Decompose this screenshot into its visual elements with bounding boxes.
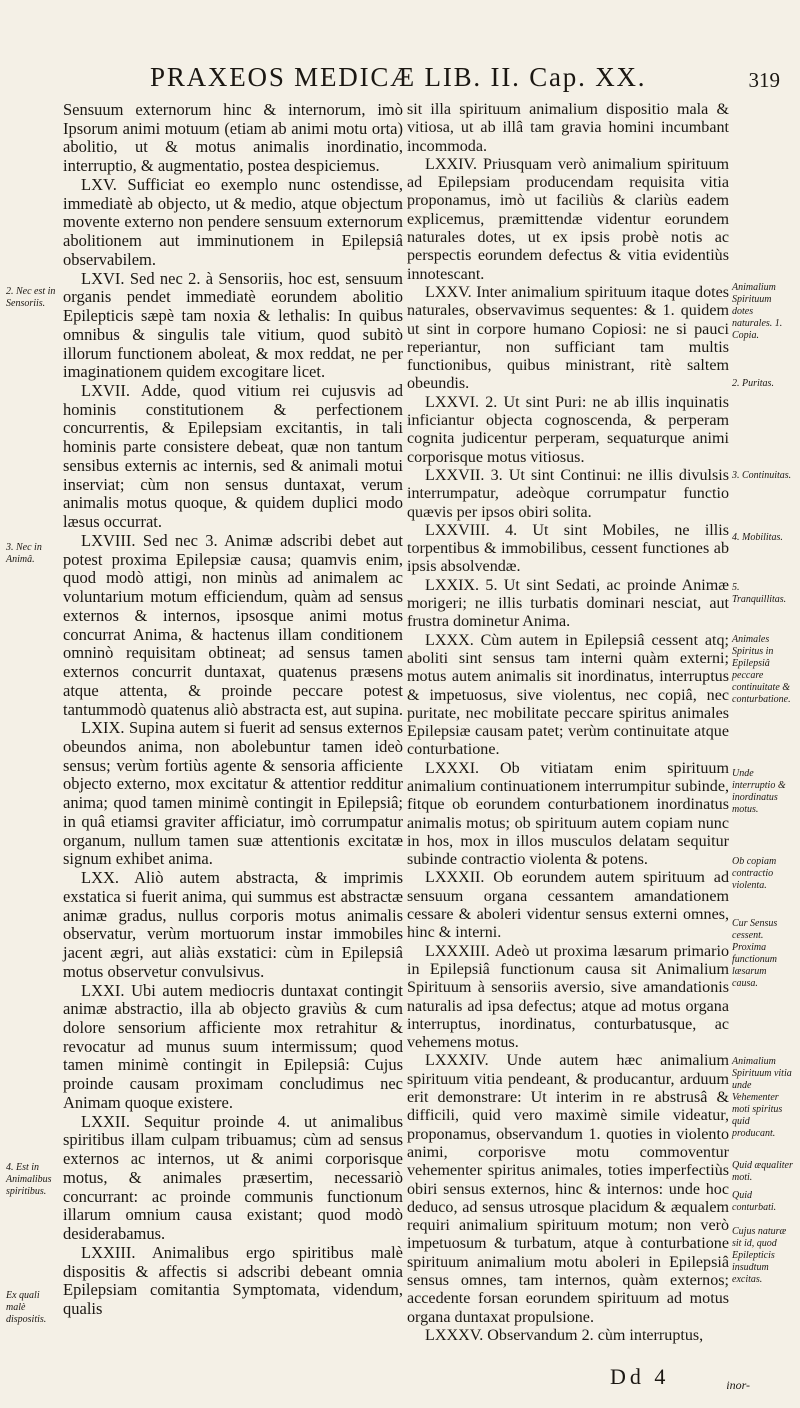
margin-note: Ex quali malè dispositis. [6, 1290, 47, 1325]
margin-note: 4. Est in Animalibus spiritibus. [6, 1162, 52, 1197]
margin-note: 2. Puritas. [732, 378, 774, 389]
right-column [407, 101, 729, 1345]
paragraph: sit illa spirituum animalium dispositio mala & vitiosa, ut ab illâ tam gravia homini incumbant incommoda. [407, 101, 729, 155]
catchword: inor- [726, 1378, 750, 1392]
paragraph: LXXIX. 5. Ut sint Sedati, ac proinde Animæ morigeri; ne illis turbatis dominari nesciat, aut frustra dominetur Anima. [407, 576, 729, 631]
paragraph: LXXX. Cùm autem in Epilepsiâ cessent atq; aboliti sint sensus tam interni quàm externi; motus autem animalis sit inordinatus, interruptus & impetuosus, sive violentus, nec copiâ, nec puritate, nec mobilitate peccare spiritus animales Epilepsiæ causam patet; verùm continuitate atque conturbatione. [407, 631, 729, 759]
margin-note: 5. Tranquillitas. [732, 582, 787, 605]
paragraph: LXVII. Adde, quod vitium rei cujusvis ad hominis constitutionem & perfectionem concurrentis, & Epilepsiam excitantis, in tali hominis parte consistere debeat, quæ non tantum sensibus externis ac internis, sed & animali motui inserviat; cùm non sensus duntaxat, verum animalis motus quoque, & quidem duplici modo læsus occurrat. [63, 381, 403, 532]
paragraph: LXXXV. Observandum 2. cùm interruptus, [425, 1326, 704, 1344]
page-footer [580, 1360, 780, 1400]
paragraph: LXVI. Sed nec 2. à Sensoriis, hoc est, sensuum organis pendet immediatè eorundem abolitio Epilepticis sæpè tam noxia & lethalis: In quibus omnibus & singulis tale vitium, quod subitò illorum functionem aboleat, & mox reddat, ne per imaginationem quidem excogitare licet. [63, 268, 403, 382]
paragraph: LXXIV. Priusquam verò animalium spirituum ad Epilepsiam producendam requisita vitia proponamus, imò ut faciliùs & clariùs eadem explicemus, præmittendæ videntur eorundem naturales dotes, ut ex ipsis probè notis ac perspectis eorundem defectus & vitia evidentiùs innotescant. [407, 155, 729, 283]
margin-note: 3. Continuitas. [732, 470, 792, 481]
paragraph: LXXV. Inter animalium spirituum itaque dotes naturales, observavimus sequentes: & 1. quidem ut sint in corpore humano Copiosi: ne si pauci reperiantur, non sufficiant tam multis functionibus, quibus ministrant, ritè saltem obeundis. [407, 283, 729, 393]
margin-note: Animalium Spirituum vitia unde Vehementer moti spiritus quid producant. [732, 1056, 792, 1139]
margin-note: Animales Spiritus in Epilepsiâ peccare continuitate & conturbatione. [732, 634, 791, 705]
paragraph: LXIX. Supina autem si fuerit ad sensus externos obeundos anima, non abolebuntur tamen ideò sensus; verùm fortiùs agente & sensoria afficiente objecto externo, mox excitatur & attentior redditur anima; quod tamen minimè contingit in Epilepsiâ; in quâ etiamsi graviter afficiatur, imò corrumpatur organum, nullum tamen suæ attentionis excitatæ signum exhibet anima. [63, 718, 403, 869]
left-column [63, 101, 403, 1319]
margin-note: 4. Mobilitas. [732, 532, 783, 543]
running-title: PRAXEOS MEDICÆ LIB. II. Cap. XX. [150, 62, 647, 92]
paragraph: LXXII. Sequitur proinde 4. ut animalibus spiritibus illam culpam tribuamus; cùm ad sensus externos ac internos, ut & animi corporisque motus, & animales præsertim, necessariò concurrant: ac proinde communis functionum illarum omnium causa existant; quod modò desiderabamus. [63, 1111, 403, 1244]
margin-note: Ob copiam contractio violenta. [732, 856, 777, 891]
paragraph: LXXXIV. Unde autem hæc animalium spirituum vitia pendeant, & producantur, arduum erit demonstrare: Ut interim in re abstrusâ & difficili, quid vero maximè simile videatur, proponamus, observandum 1. quoties in violento animi, corporisve motu commoventur vehementer spiritus animales, toties imperfectiùs obiri sensus externos, hinc & internos: unde hoc deduco, ad sensus utrosque placidum & æqualem requiri animalium spirituum motum; non verò impetuosum & turbatum, atque à conturbatione spirituum animalium motu aboleri in Epilepsiâ sensus omnes, tam internos, quàm externos; accedente forsan eorundem spirituum ad motus organa duntaxat propulsione. [407, 1052, 729, 1326]
paragraph: LXXI. Ubi autem mediocris duntaxat contingit animæ abstractio, illa ab objecto graviùs & cum dolore sensorium afficiente mox retrahitur & revocatur ad munus suum intermissum; quod tamen minimè contingit in Epilepsiâ: Cujus proinde causam proximam concludimus nec Animam quoque existere. [63, 980, 403, 1112]
paragraph: LXXXII. Ob eorundem autem spirituum ad sensuum organa cessantem amandationem cessare & aboleri videntur sensus externi omnes, hinc & interni. [407, 869, 729, 942]
paragraph: LXXVI. 2. Ut sint Puri: ne ab illis inquinatis inficiantur objecta cognoscenda, & perperam cognita judicentur perperam, sequaturque animi corporisque motus vitiosus. [407, 393, 729, 466]
margin-note: Quid æqualiter moti. [732, 1160, 793, 1183]
signature-mark: Dd 4 [610, 1364, 670, 1389]
paragraph: LXXXI. Ob vitiatam enim spirituum animalium continuationem interrumpitur subinde, fitque ob eorundem conturbationem inordinatus animalis motus; ob spirituum autem copiam nunc in hos, mox in illos musculos delatam sequitur subinde contractio violenta & potens. [407, 759, 729, 869]
paragraph: LXXIII. Animalibus ergo spiritibus malè dispositis & affectis si adscribi debeant omnia Epilepsiam comitantia Symptomata, videndum, qualis [63, 1242, 403, 1318]
margin-note: Quid conturbati. [732, 1190, 777, 1213]
paragraph: LXV. Sufficiat eo exemplo nunc ostendisse, immediatè ab objecto, ut & medio, atque objectum movente externo non pendere sensuum externorum abolitionem aut imminutionem in Epilepsiâ observabilem. [63, 174, 403, 269]
margin-note: Animalium Spirituum dotes naturales. 1. Copia. [732, 282, 783, 341]
paragraph: LXXVIII. 4. Ut sint Mobiles, ne illis torpentibus & immobilibus, cessent functiones ab ipsis absolvendæ. [407, 521, 729, 576]
paragraph: LXXVII. 3. Ut sint Continui: ne illis divulsis interrumpatur, adeòque corrumpatur functio quævis per ipsos obiri solita. [407, 466, 729, 521]
margin-note: Unde interruptio & inordinatus motus. [732, 768, 786, 815]
margin-note: Cujus naturæ sit id, quod Epilepticis insudtum excitas. [732, 1226, 787, 1285]
paragraph: LXVIII. Sed nec 3. Animæ adscribi debet aut potest proxima Epilepsiæ causa; quamvis enim, quod modò attigi, non minùs ad animalem ac voluntarium motum efficiendum, quàm ad sensus externos & internos, ipsosque animi motus concurrat Anima, & hactenus illam conditionem omninò requisitam obtineat; ad sensus tamen externos concurrit duntaxat, quatenus præsens atque attenta, & proinde peccare potest tantummodò quatenus aliò abstracta est, aut supina. [63, 530, 403, 719]
paragraph: LXXXIII. Adeò ut proxima læsarum primario in Epilepsiâ functionum causa sit Animalium Spirituum à sensoriis aversio, sive amandationis naturalis ad ipsa defectus; atque ad motus organa interruptus, inordinatus, conturbatusque, ac vehemens motus. [407, 942, 729, 1052]
margin-note: 3. Nec in Animâ. [6, 542, 42, 565]
paragraph: Sensuum externorum hinc & internorum, imò Ipsorum animi motuum (etiam ab animi motu orta) abolitio, ut & motus animalis inordinatio, interruptio, & augmentatio, postea despiciemus. [63, 100, 403, 176]
running-head [150, 62, 790, 102]
paragraph: LXX. Aliò autem abstracta, & imprimis exstatica si fuerit anima, qui summus est abstractæ animæ gradus, nullus corporis motus animalis observatur, verùm mortuorum instar immobiles jacent ægri, aut aliàs exstatici: cùm in Epilepsiâ motus observetur convulsivus. [63, 868, 403, 981]
margin-note: 2. Nec est in Sensoriis. [6, 286, 56, 309]
margin-note: Cur Sensus cessent. Proxima functionum læsarum causa. [732, 918, 778, 989]
page-number: 319 [748, 68, 780, 92]
